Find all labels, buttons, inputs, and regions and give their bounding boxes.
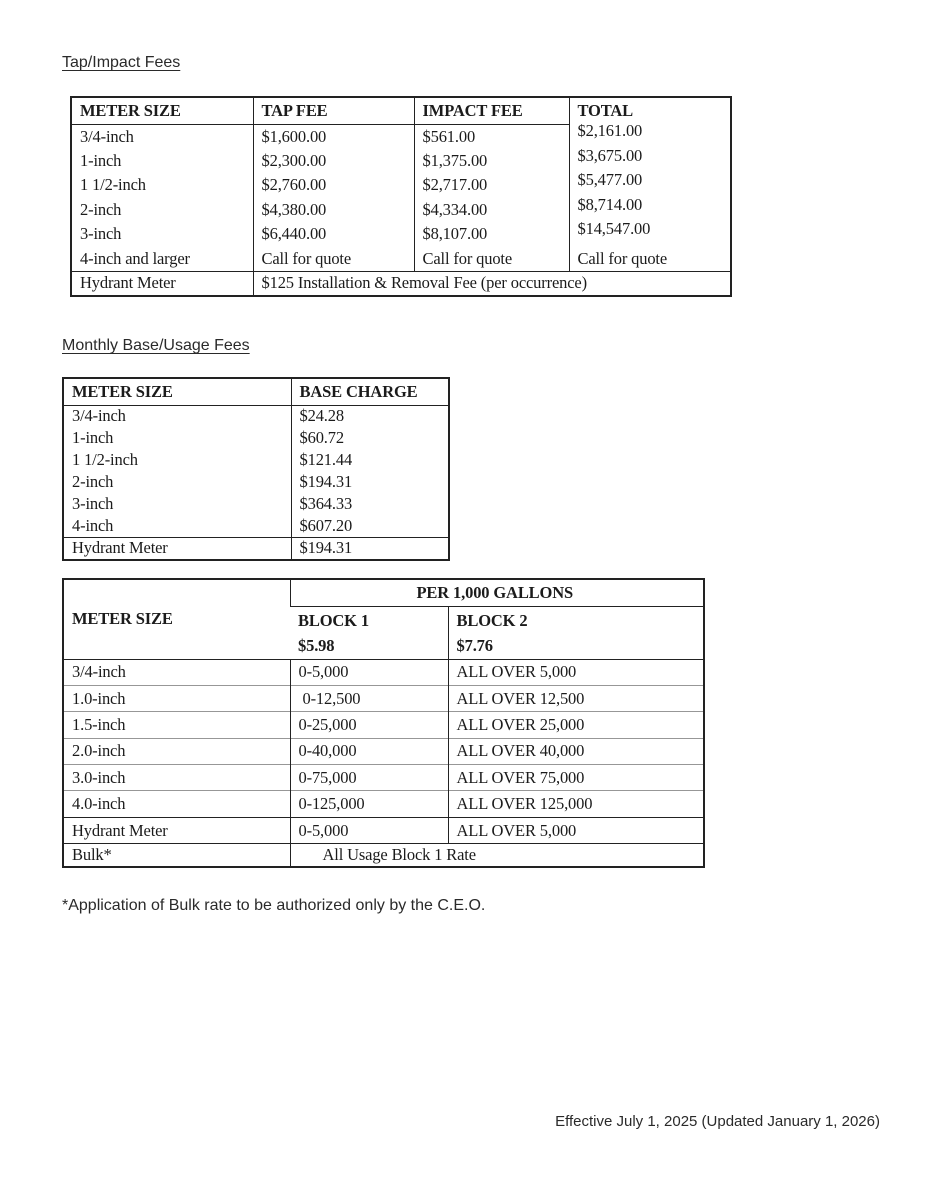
cell-base-charge: $121.44 [291, 449, 449, 471]
table-row [71, 247, 731, 272]
table-row-hydrant-meter [63, 817, 704, 843]
tap-impact-fees-table [70, 96, 732, 297]
cell-tap-fee: Call for quote [253, 247, 414, 272]
cell-total-value: $3,675.00 [577, 148, 643, 165]
bulk-rate-footnote: *Application of Bulk rate to be authorized only by the C.E.O. [62, 897, 486, 914]
table-row [63, 427, 449, 449]
block-1-rate: $5.98 [298, 635, 335, 655]
table-row-bulk [63, 844, 704, 867]
cell-impact-fee: $561.00 [414, 124, 569, 149]
column-header-meter-size: METER SIZE [63, 579, 290, 659]
cell-block-2-range: ALL OVER 40,000 [448, 738, 704, 764]
cell-meter-size: 2.0-inch [63, 738, 290, 764]
cell-meter-size: 1-inch [72, 428, 114, 447]
cell-base-charge: $194.31 [291, 471, 449, 493]
cell-meter-size: 2-inch [72, 472, 114, 491]
table-row-hydrant-meter [71, 271, 731, 296]
table-row [63, 685, 704, 711]
column-header-tap-fee: TAP FEE [253, 97, 414, 124]
table-row [63, 659, 704, 685]
cell-block-2-range: ALL OVER 5,000 [448, 817, 704, 843]
table-row [63, 405, 449, 427]
cell-meter-size: Hydrant Meter [71, 271, 253, 296]
cell-meter-size: 3-inch [72, 494, 114, 513]
cell-total [569, 173, 731, 198]
cell-meter-size: Hydrant Meter [63, 537, 291, 560]
cell-impact-fee: $1,375.00 [414, 149, 569, 174]
column-header-total: TOTAL [569, 97, 731, 124]
cell-block-1-range: 0-12,500 [290, 685, 448, 711]
usage-blocks-table [62, 578, 705, 868]
cell-bulk-rate: All Usage Block 1 Rate [290, 844, 704, 867]
cell-meter-size: 3/4-inch [72, 406, 126, 426]
cell-total: Call for quote [569, 247, 731, 272]
cell-block-2-range: ALL OVER 75,000 [448, 765, 704, 791]
table-row [71, 198, 731, 223]
cell-total [569, 124, 731, 149]
cell-impact-fee: $2,717.00 [414, 173, 569, 198]
cell-impact-fee: $4,334.00 [414, 198, 569, 223]
table-header-row [71, 97, 731, 124]
base-charge-table [62, 377, 450, 561]
table-row [63, 449, 449, 471]
cell-hydrant-fee: $125 Installation & Removal Fee (per occurrence) [253, 271, 731, 296]
cell-impact-fee: $8,107.00 [414, 222, 569, 247]
column-header-meter-size: METER SIZE [71, 97, 253, 124]
cell-total-value: $5,477.00 [577, 173, 643, 190]
cell-meter-size: 4-inch and larger [80, 248, 190, 268]
cell-block-2-range: ALL OVER 12,500 [448, 685, 704, 711]
table-row [63, 791, 704, 817]
cell-meter-size: 3/4-inch [63, 659, 290, 685]
cell-meter-size: 4-inch [72, 515, 114, 535]
column-header-meter-size: METER SIZE [63, 378, 291, 405]
cell-base-charge: $194.31 [291, 537, 449, 560]
cell-block-2-range: ALL OVER 25,000 [448, 712, 704, 738]
block-2-rate: $7.76 [456, 635, 493, 655]
block-2-label: BLOCK 2 [456, 610, 528, 630]
cell-meter-size: 1 1/2-inch [80, 175, 146, 195]
cell-tap-fee: $6,440.00 [253, 222, 414, 247]
column-header-impact-fee: IMPACT FEE [414, 97, 569, 124]
cell-meter-size: 4.0-inch [63, 791, 290, 817]
cell-impact-fee: Call for quote [414, 247, 569, 272]
cell-total-value: $8,714.00 [577, 197, 643, 214]
cell-tap-fee: $1,600.00 [253, 124, 414, 149]
table-header-row [63, 378, 449, 405]
cell-base-charge: $24.28 [291, 405, 449, 427]
column-header-base-charge: BASE CHARGE [291, 378, 449, 405]
column-header-block-1 [290, 606, 448, 659]
column-header-block-2 [448, 606, 704, 659]
cell-meter-size: 1.0-inch [63, 685, 290, 711]
cell-meter-size: Hydrant Meter [63, 817, 290, 843]
table-row [63, 471, 449, 493]
table-row [63, 712, 704, 738]
cell-total-value: $14,547.00 [577, 222, 651, 239]
table-header-row-span [63, 579, 704, 606]
cell-meter-size: 1.5-inch [63, 712, 290, 738]
table-row [71, 149, 731, 174]
cell-base-charge: $607.20 [291, 515, 449, 537]
cell-tap-fee: $2,760.00 [253, 173, 414, 198]
effective-date-note: Effective July 1, 2025 (Updated January 1, 2026) [555, 1113, 880, 1130]
cell-tap-fee: $4,380.00 [253, 198, 414, 223]
block-1-label: BLOCK 1 [298, 610, 369, 630]
cell-block-1-range: 0-5,000 [290, 659, 448, 685]
table-row [63, 765, 704, 791]
table-row [71, 222, 731, 247]
table-row [63, 493, 449, 515]
cell-block-1-range: 0-5,000 [290, 817, 448, 843]
cell-tap-fee: $2,300.00 [253, 149, 414, 174]
cell-block-1-range: 0-25,000 [290, 712, 448, 738]
cell-meter-size: 3-inch [80, 224, 122, 244]
cell-block-1-range: 0-40,000 [290, 738, 448, 764]
cell-total [569, 222, 731, 247]
table-row [63, 738, 704, 764]
cell-total [569, 149, 731, 174]
table-row [63, 515, 449, 537]
cell-block-2-range: ALL OVER 5,000 [448, 659, 704, 685]
cell-meter-size: 2-inch [80, 199, 122, 219]
cell-base-charge: $364.33 [291, 493, 449, 515]
column-header-per-1000-gallons: PER 1,000 GALLONS [290, 579, 704, 606]
table-row [71, 173, 731, 198]
cell-meter-size: Bulk* [63, 844, 290, 867]
section-title-tap-impact-fees: Tap/Impact Fees [62, 54, 181, 71]
cell-block-2-range: ALL OVER 125,000 [448, 791, 704, 817]
section-title-monthly-base-usage-fees: Monthly Base/Usage Fees [62, 337, 250, 354]
cell-total [569, 198, 731, 223]
cell-meter-size: 3.0-inch [63, 765, 290, 791]
cell-meter-size: 3/4-inch [80, 126, 134, 146]
cell-block-1-range: 0-125,000 [290, 791, 448, 817]
cell-block-1-range: 0-75,000 [290, 765, 448, 791]
table-row [71, 124, 731, 149]
table-row-hydrant-meter [63, 537, 449, 560]
cell-total-value: $2,161.00 [577, 124, 643, 141]
cell-base-charge: $60.72 [291, 427, 449, 449]
cell-meter-size: 1-inch [80, 150, 122, 170]
cell-meter-size: 1 1/2-inch [72, 450, 138, 469]
